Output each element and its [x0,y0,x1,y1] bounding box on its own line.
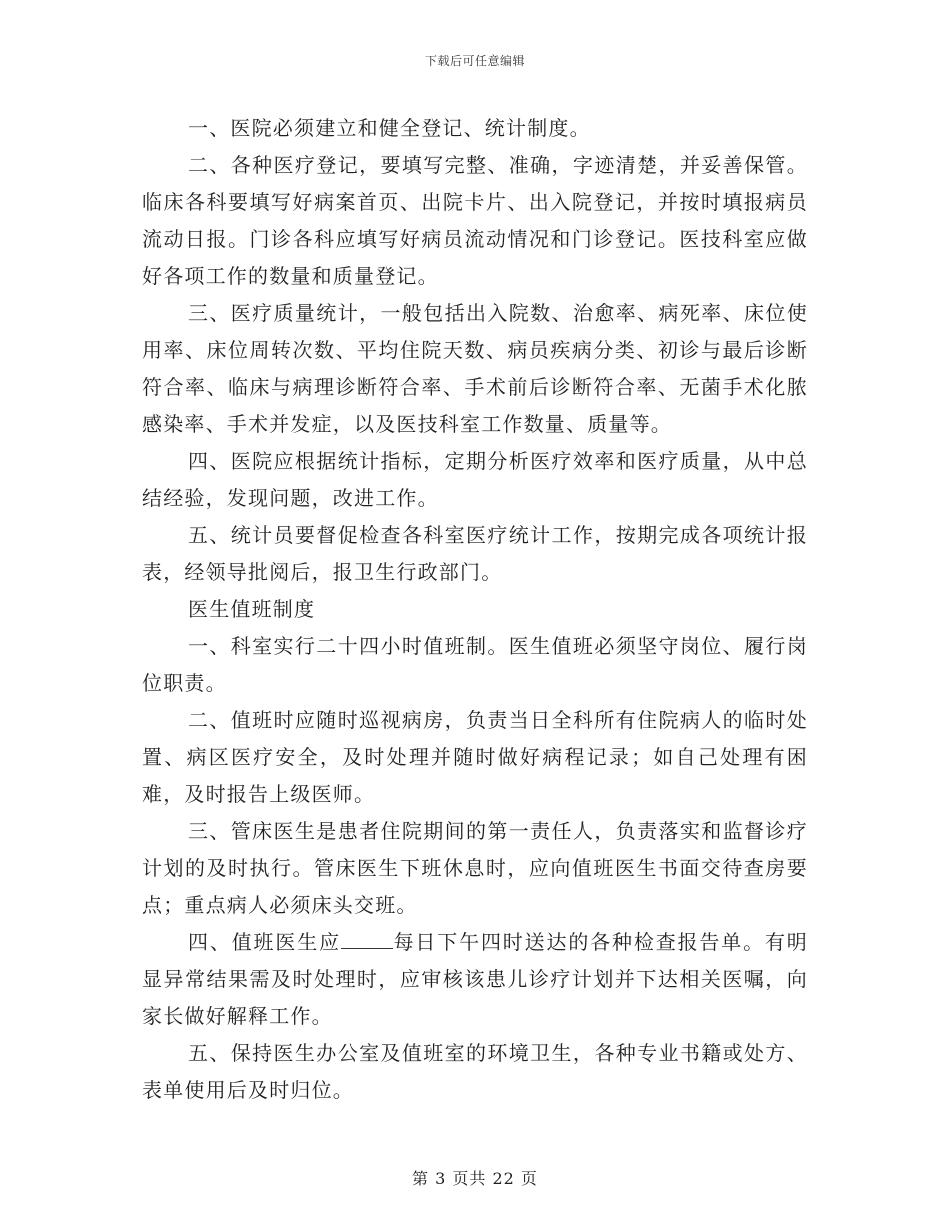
paragraph: 二、各种医疗登记，要填写完整、准确，字迹清楚，并妥善保管。临床各科要填写好病案首页、出院卡片、出入院登记，并按时填报病员流动日报。门诊各科应填写好病员流动情况和门诊登记。医技科室应做好各项工作的数量和质量登记。 [142,153,808,288]
paragraph: 一、科室实行二十四小时值班制。医生值班必须坚守岗位、履行岗位职责。 [142,634,808,695]
paragraph: 二、值班时应随时巡视病房，负责当日全科所有住院病人的临时处置、病区医疗安全，及时处理并随时做好病程记录；如自己处理有困难，及时报告上级医师。 [142,708,808,806]
paragraph-text-before-blank: 四、值班医生应 [188,930,341,954]
paragraph: 三、管床医生是患者住院期间的第一责任人，负责落实和监督诊疗计划的及时执行。管床医生下班休息时，应向值班医生书面交待查房要点；重点病人必须床头交班。 [142,819,808,917]
paragraph: 五、保持医生办公室及值班室的环境卫生，各种专业书籍或处方、表单使用后及时归位。 [142,1041,808,1102]
page-number: 第 3 页共 22 页 [412,1169,538,1188]
section-title: 医生值班制度 [188,597,316,621]
document-body [142,110,808,1109]
paragraph: 三、医疗质量统计，一般包括出入院数、治愈率、病死率、床位使用率、床位周转次数、平均住院天数、病员疾病分类、初诊与最后诊断符合率、临床与病理诊断符合率、手术前后诊断符合率、无菌手术化脓感染率、手术并发症，以及医技科室工作数量、质量等。 [142,301,808,436]
paragraph: 一、医院必须建立和健全登记、统计制度。 [188,116,591,140]
paragraph-with-blank [142,924,808,1035]
fill-in-blank [341,930,393,949]
paragraph-text-after-blank: 每日下午四时送达的各种检查报告单。有明显异常结果需及时处理时，应审核该患儿诊疗计划并下达相关医嘱，向家长做好解释工作。 [142,930,808,1028]
paragraph: 四、医院应根据统计指标，定期分析医疗效率和医疗质量，从中总结经验，发现问题，改进工作。 [142,449,808,510]
header-note: 下载后可任意编辑 [424,54,525,68]
paragraph: 五、统计员要督促检查各科室医疗统计工作，按期完成各项统计报表，经领导批阅后，报卫生行政部门。 [142,523,808,584]
